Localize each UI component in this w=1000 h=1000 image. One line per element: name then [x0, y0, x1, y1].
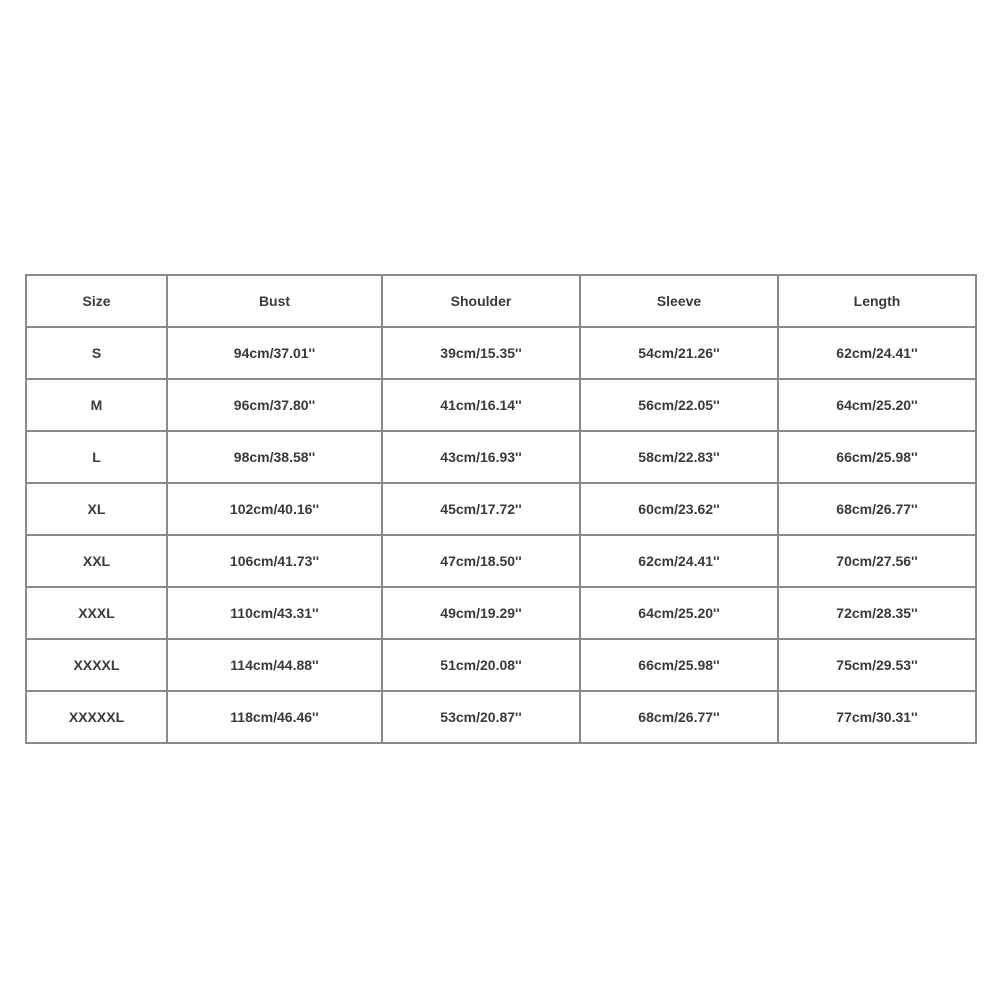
cell-size: XXXXXL — [26, 691, 167, 743]
header-sleeve: Sleeve — [580, 275, 778, 327]
cell-bust: 106cm/41.73'' — [167, 535, 382, 587]
cell-shoulder: 41cm/16.14'' — [382, 379, 580, 431]
cell-sleeve: 68cm/26.77'' — [580, 691, 778, 743]
cell-length: 77cm/30.31'' — [778, 691, 976, 743]
header-shoulder: Shoulder — [382, 275, 580, 327]
cell-shoulder: 53cm/20.87'' — [382, 691, 580, 743]
table-row — [26, 483, 976, 535]
table-row — [26, 535, 976, 587]
cell-sleeve: 56cm/22.05'' — [580, 379, 778, 431]
cell-size: XXXL — [26, 587, 167, 639]
cell-sleeve: 54cm/21.26'' — [580, 327, 778, 379]
cell-shoulder: 51cm/20.08'' — [382, 639, 580, 691]
cell-length: 64cm/25.20'' — [778, 379, 976, 431]
header-row — [26, 275, 976, 327]
cell-sleeve: 60cm/23.62'' — [580, 483, 778, 535]
cell-sleeve: 66cm/25.98'' — [580, 639, 778, 691]
cell-shoulder: 47cm/18.50'' — [382, 535, 580, 587]
cell-bust: 94cm/37.01'' — [167, 327, 382, 379]
cell-size: XXXXL — [26, 639, 167, 691]
cell-shoulder: 43cm/16.93'' — [382, 431, 580, 483]
size-chart-table — [25, 274, 977, 744]
cell-length: 75cm/29.53'' — [778, 639, 976, 691]
cell-bust: 98cm/38.58'' — [167, 431, 382, 483]
cell-length: 62cm/24.41'' — [778, 327, 976, 379]
cell-size: M — [26, 379, 167, 431]
cell-sleeve: 58cm/22.83'' — [580, 431, 778, 483]
cell-shoulder: 39cm/15.35'' — [382, 327, 580, 379]
cell-length: 70cm/27.56'' — [778, 535, 976, 587]
cell-length: 66cm/25.98'' — [778, 431, 976, 483]
header-size: Size — [26, 275, 167, 327]
cell-bust: 102cm/40.16'' — [167, 483, 382, 535]
cell-size: L — [26, 431, 167, 483]
cell-bust: 96cm/37.80'' — [167, 379, 382, 431]
header-bust: Bust — [167, 275, 382, 327]
cell-bust: 118cm/46.46'' — [167, 691, 382, 743]
cell-shoulder: 49cm/19.29'' — [382, 587, 580, 639]
table-row — [26, 691, 976, 743]
cell-length: 72cm/28.35'' — [778, 587, 976, 639]
table-row — [26, 431, 976, 483]
cell-bust: 114cm/44.88'' — [167, 639, 382, 691]
cell-size: XXL — [26, 535, 167, 587]
cell-sleeve: 62cm/24.41'' — [580, 535, 778, 587]
cell-size: XL — [26, 483, 167, 535]
cell-size: S — [26, 327, 167, 379]
header-length: Length — [778, 275, 976, 327]
table-row — [26, 587, 976, 639]
cell-sleeve: 64cm/25.20'' — [580, 587, 778, 639]
table-row — [26, 639, 976, 691]
cell-length: 68cm/26.77'' — [778, 483, 976, 535]
cell-shoulder: 45cm/17.72'' — [382, 483, 580, 535]
cell-bust: 110cm/43.31'' — [167, 587, 382, 639]
table-row — [26, 379, 976, 431]
table-row — [26, 327, 976, 379]
